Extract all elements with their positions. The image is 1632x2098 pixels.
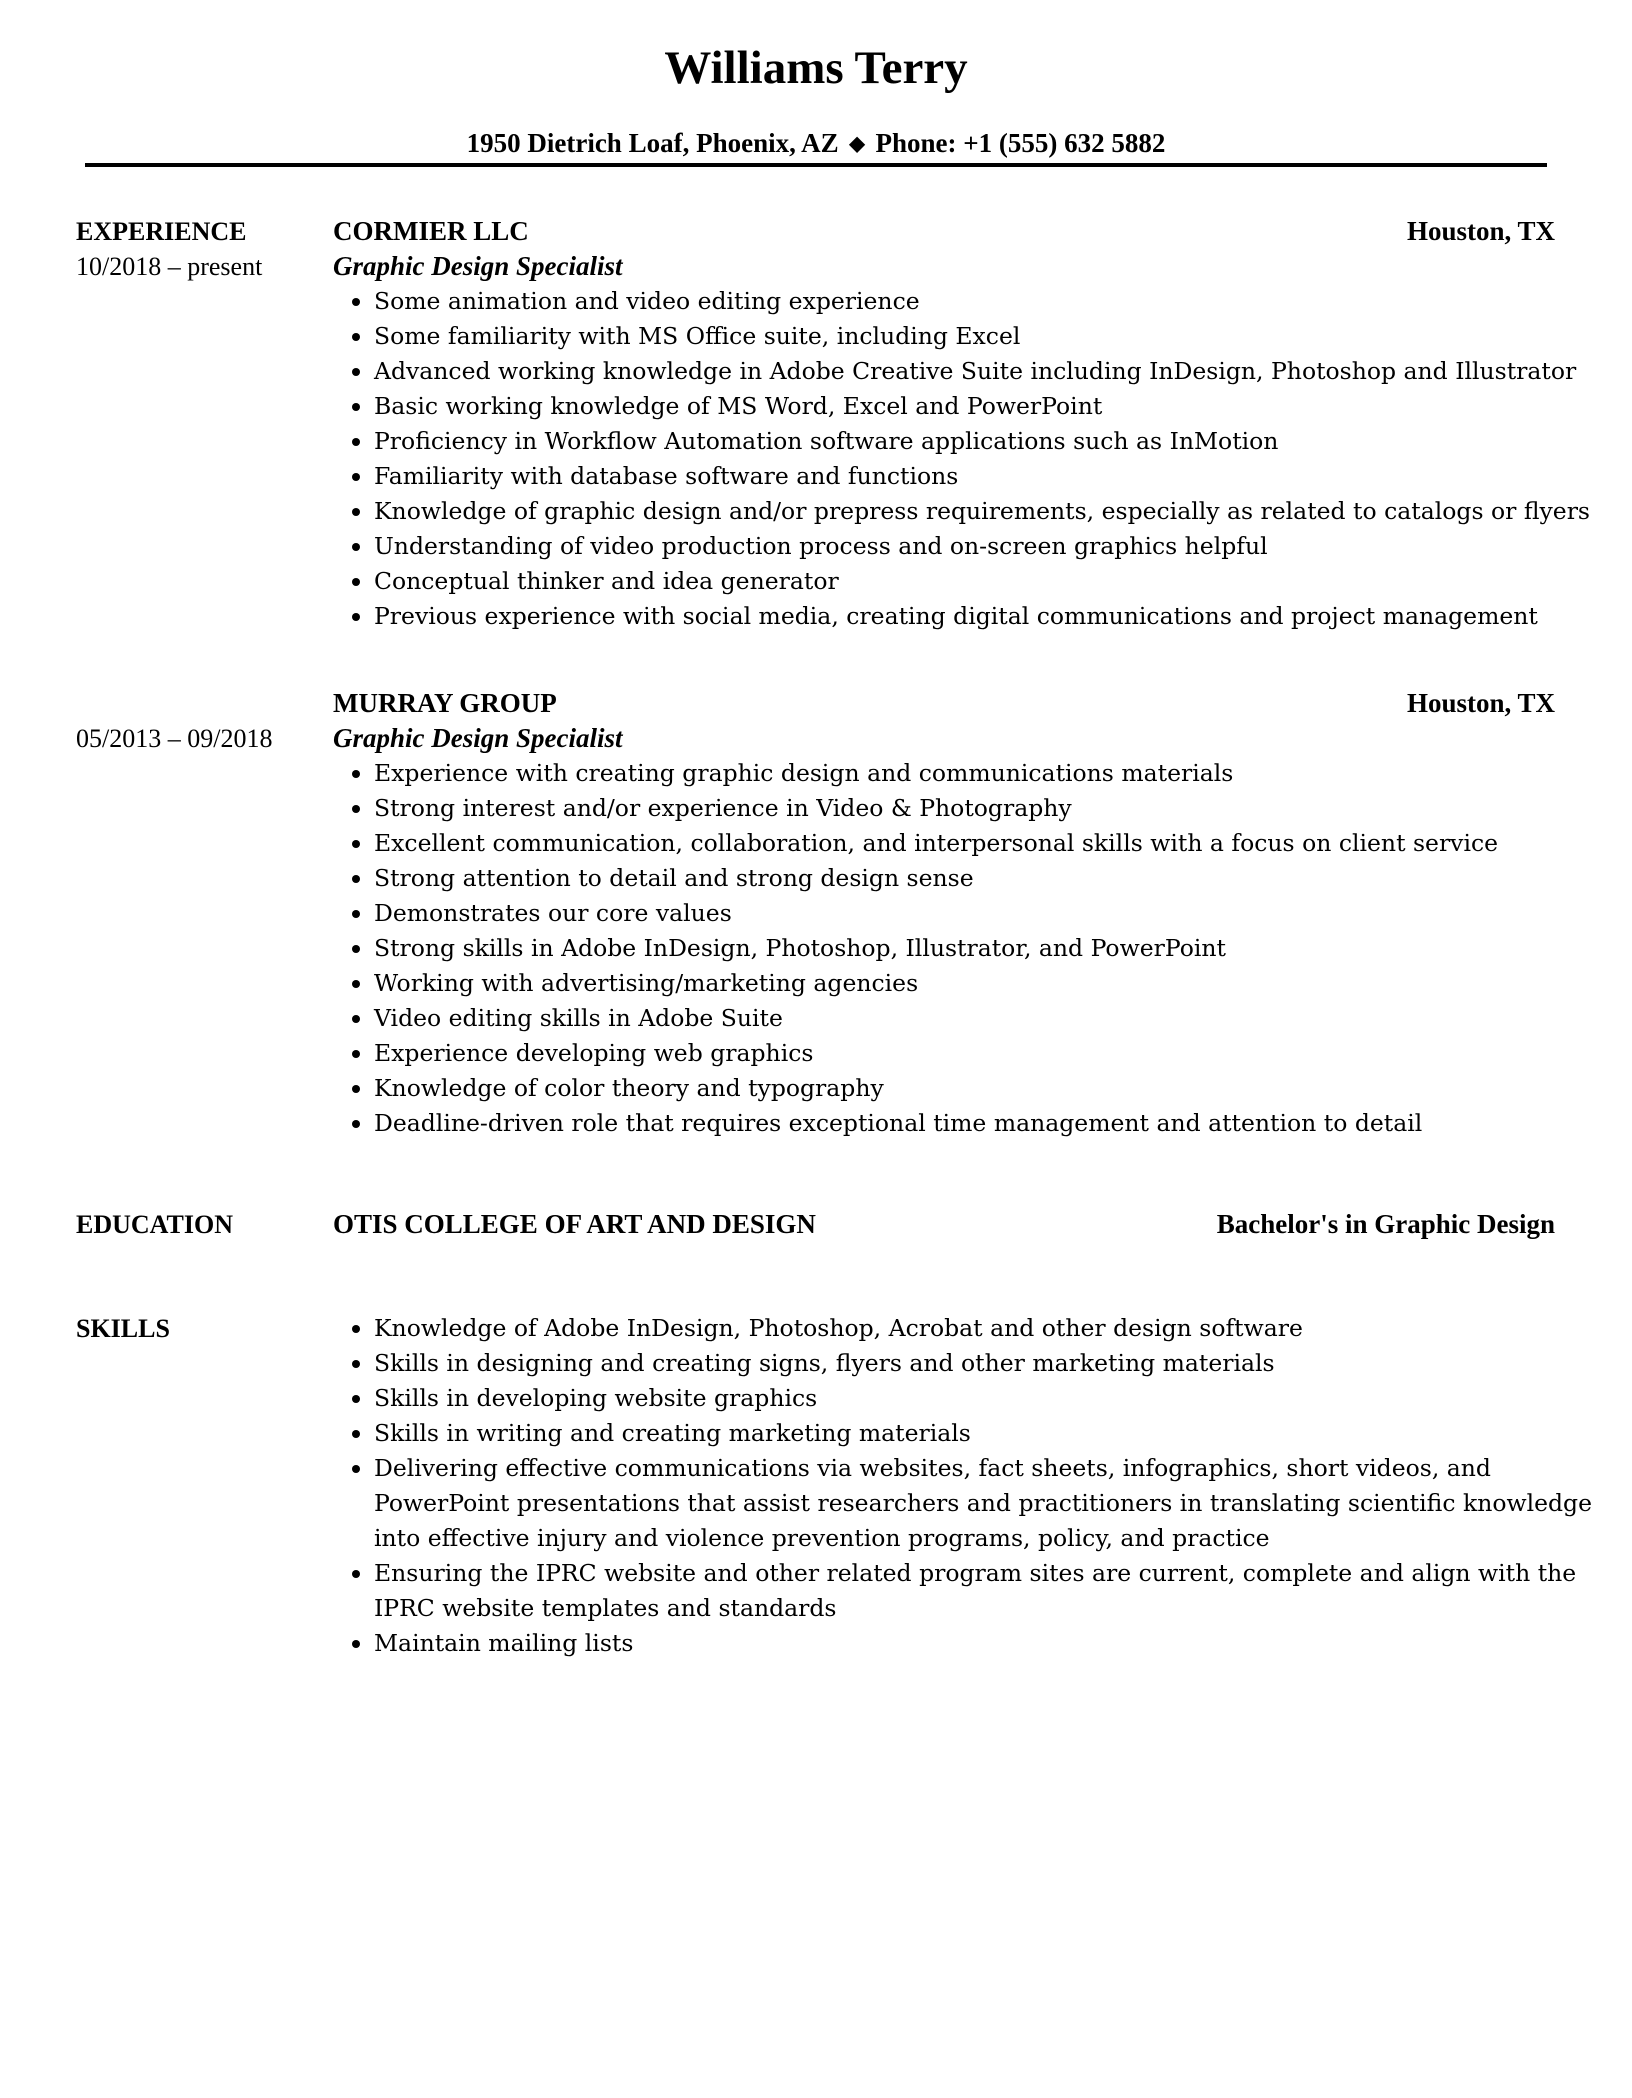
bullet-text-line: Maintain mailing lists: [374, 1629, 634, 1657]
bullet-text: Advanced working knowledge in Adobe Creative Suite including InDesign, Photoshop and Illustrator: [374, 357, 1577, 385]
bullet-item: [0, 1416, 1632, 1451]
bullet-text: Deadline-driven role that requires exceptional time management and attention to detail: [374, 1109, 1423, 1137]
bullet-text: Previous experience with social media, creating digital communications and project management: [374, 602, 1538, 630]
candidate-name: Williams Terry: [664, 42, 968, 94]
bullet-text: Experience developing web graphics: [374, 1039, 814, 1067]
job-bullets: [0, 756, 1632, 1141]
job-entry: [0, 686, 1632, 1141]
bullet-item: [0, 1311, 1632, 1346]
bullet-item: [0, 791, 1632, 826]
bullet-item: [0, 459, 1632, 494]
bullet-item: [0, 756, 1632, 791]
bullet-item: [0, 354, 1632, 389]
diamond-separator-icon: ◆: [849, 133, 865, 155]
bullet-text: Conceptual thinker and idea generator: [374, 567, 839, 595]
bullet-item: [0, 1381, 1632, 1416]
bullet-text-line: Knowledge of Adobe InDesign, Photoshop, Acrobat and other design software: [374, 1314, 1303, 1342]
school-name: OTIS COLLEGE OF ART AND DESIGN: [333, 1209, 816, 1239]
job-dates: 05/2013 – 09/2018: [76, 724, 273, 753]
bullet-item: [0, 1346, 1632, 1381]
skills-section: [0, 1311, 1632, 1661]
bullet-text: Excellent communication, collaboration, and interpersonal skills with a focus on client service: [374, 829, 1499, 857]
skills-bullets: [0, 1311, 1632, 1661]
section-label-experience: EXPERIENCE: [76, 217, 247, 246]
company-name: CORMIER LLC: [333, 216, 529, 246]
bullet-item: [0, 1556, 1632, 1626]
contact-line: [0, 126, 1632, 164]
address: 1950 Dietrich Loaf, Phoenix, AZ: [466, 128, 839, 158]
bullet-text: Strong attention to detail and strong design sense: [374, 864, 974, 892]
bullet-item: [0, 529, 1632, 564]
bullet-text: Demonstrates our core values: [374, 899, 732, 927]
bullet-text: Strong interest and/or experience in Video & Photography: [374, 794, 1072, 822]
bullet-item: [0, 319, 1632, 354]
job-dates: 10/2018 – present: [76, 252, 263, 281]
bullet-item: [0, 1451, 1632, 1556]
bullet-item: [0, 1036, 1632, 1071]
bullet-item: [0, 826, 1632, 861]
job-title: Graphic Design Specialist: [333, 723, 623, 753]
bullet-text: Knowledge of color theory and typography: [374, 1074, 884, 1102]
bullet-text: Video editing skills in Adobe Suite: [374, 1004, 783, 1032]
bullet-text: Basic working knowledge of MS Word, Excel and PowerPoint: [374, 392, 1103, 420]
bullet-item: [0, 389, 1632, 424]
job-bullets: [0, 284, 1632, 634]
bullet-text-line: Skills in developing website graphics: [374, 1384, 818, 1412]
education-entry: [0, 1207, 1632, 1242]
bullet-item: [0, 931, 1632, 966]
bullet-item: [0, 1071, 1632, 1106]
job-location: Houston, TX: [1406, 216, 1555, 246]
bullet-text: Strong skills in Adobe InDesign, Photoshop, Illustrator, and PowerPoint: [374, 934, 1226, 962]
bullet-item: [0, 284, 1632, 319]
bullet-text-line: Delivering effective communications via websites, fact sheets, infographics, short videos, and: [374, 1454, 1491, 1482]
phone: Phone: +1 (555) 632 5882: [875, 128, 1166, 158]
bullet-item: [0, 564, 1632, 599]
company-name: MURRAY GROUP: [333, 688, 557, 718]
header-divider: [85, 163, 1547, 167]
section-label-education: EDUCATION: [76, 1210, 233, 1239]
bullet-item: [0, 494, 1632, 529]
bullet-text: Knowledge of graphic design and/or prepress requirements, especially as related to catalogs or flyers: [374, 497, 1590, 525]
bullet-text: Understanding of video production process and on-screen graphics helpful: [374, 532, 1268, 560]
bullet-text: Experience with creating graphic design and communications materials: [374, 759, 1234, 787]
bullet-item: [0, 1106, 1632, 1141]
bullet-item: [0, 599, 1632, 634]
bullet-text-line: Ensuring the IPRC website and other related program sites are current, complete and align with the: [374, 1559, 1577, 1587]
bullet-item: [0, 424, 1632, 459]
bullet-item: [0, 1626, 1632, 1661]
bullet-text: Some familiarity with MS Office suite, including Excel: [374, 322, 1021, 350]
bullet-item: [0, 896, 1632, 931]
bullet-text: Familiarity with database software and functions: [374, 462, 959, 490]
job-entry: [0, 214, 1632, 634]
degree: Bachelor's in Graphic Design: [1216, 1209, 1555, 1239]
bullet-item: [0, 1001, 1632, 1036]
job-location: Houston, TX: [1406, 688, 1555, 718]
bullet-text-line: into effective injury and violence prevention programs, policy, and practice: [374, 1524, 1270, 1552]
section-label-skills: SKILLS: [76, 1314, 170, 1343]
bullet-text-line: Skills in writing and creating marketing materials: [374, 1419, 971, 1447]
job-title: Graphic Design Specialist: [333, 251, 623, 281]
bullet-text-line: Skills in designing and creating signs, flyers and other marketing materials: [374, 1349, 1275, 1377]
bullet-text-line: PowerPoint presentations that assist researchers and practitioners in translating scientific knowledge: [374, 1489, 1593, 1517]
bullet-text: Some animation and video editing experience: [374, 287, 920, 315]
bullet-text-line: IPRC website templates and standards: [374, 1594, 837, 1622]
bullet-text: Working with advertising/marketing agencies: [374, 969, 919, 997]
bullet-text: Proficiency in Workflow Automation software applications such as InMotion: [374, 427, 1279, 455]
bullet-item: [0, 966, 1632, 1001]
bullet-item: [0, 861, 1632, 896]
